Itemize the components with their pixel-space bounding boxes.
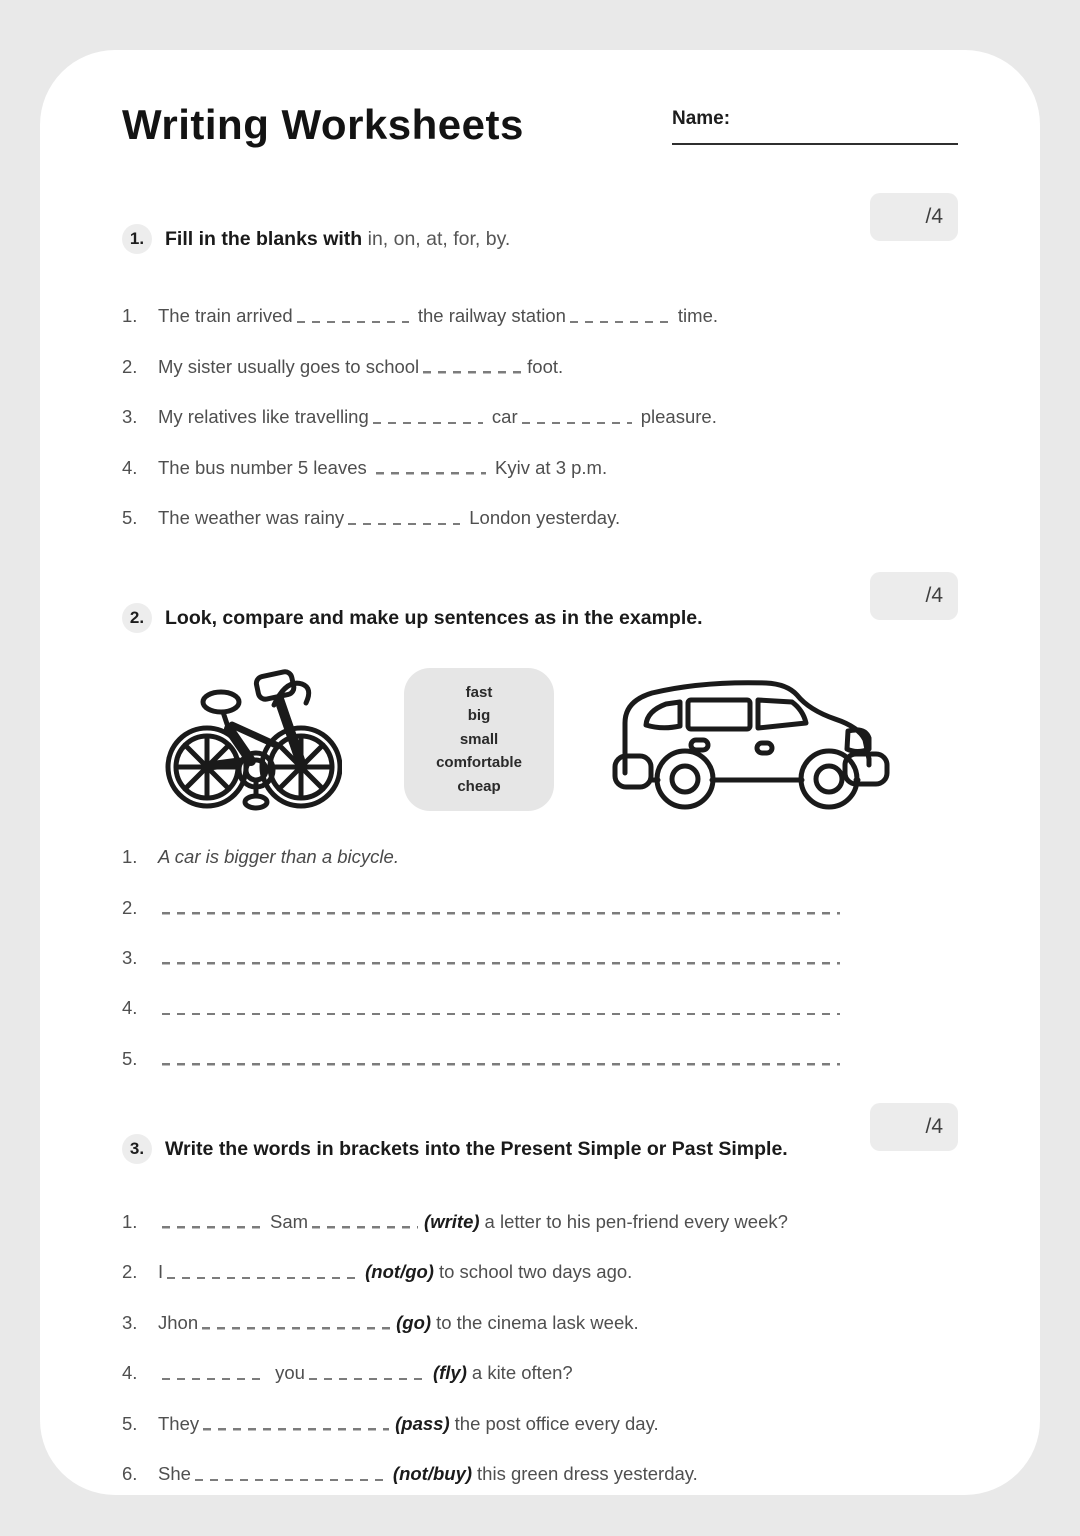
sentence-text: a letter to his pen-friend every week? xyxy=(484,1210,788,1232)
section-title xyxy=(165,1137,788,1161)
item-number: 4. xyxy=(122,997,138,1019)
item-number: 1. xyxy=(122,1210,138,1232)
adjective-word: small xyxy=(459,730,499,748)
item-number: 5. xyxy=(122,1412,138,1434)
item-sentence xyxy=(158,946,958,971)
worksheet-item xyxy=(122,1047,958,1072)
item-sentence xyxy=(158,1210,958,1235)
item-sentence xyxy=(158,456,958,481)
answer-blank[interactable] xyxy=(167,1267,359,1279)
item-number: 6. xyxy=(122,1463,138,1485)
answer-blank[interactable] xyxy=(203,1419,389,1431)
item-sentence xyxy=(158,1462,958,1487)
sentence-text: a kite often? xyxy=(471,1362,573,1384)
adjective-word: cheap xyxy=(457,777,501,795)
section-tenses xyxy=(122,1114,958,1487)
verb-hint: (fly) xyxy=(432,1362,467,1384)
worksheet-item xyxy=(122,896,958,921)
sentence-text: The train arrived xyxy=(158,305,293,327)
worksheet-item xyxy=(122,304,958,329)
sentence-text: Sam xyxy=(270,1210,309,1232)
worksheet-card xyxy=(40,50,1040,1495)
section-number-badge: 3. xyxy=(122,1134,152,1164)
items-list xyxy=(122,304,958,531)
verb-hint: (go) xyxy=(396,1311,432,1333)
section-title xyxy=(165,606,703,630)
comparison-figures xyxy=(122,659,958,819)
answer-blank[interactable] xyxy=(570,311,674,323)
answer-blank[interactable] xyxy=(162,1368,266,1380)
section-fill-blanks xyxy=(122,205,958,531)
sentence-text: car xyxy=(486,406,518,428)
worksheet-item xyxy=(122,1412,958,1437)
item-number: 1. xyxy=(122,846,138,868)
sentence-text: The weather was rainy xyxy=(158,507,345,529)
header xyxy=(122,102,958,148)
worksheet-item xyxy=(122,1462,958,1487)
score-box[interactable]: /4 xyxy=(870,572,958,620)
item-number: 2. xyxy=(122,896,138,918)
section-compare-sentences xyxy=(122,584,958,1072)
section-title xyxy=(165,227,510,251)
section-title-bold: Fill in the blanks with xyxy=(165,228,363,250)
section-number-badge: 1. xyxy=(122,224,152,254)
sentence-text: to school two days ago. xyxy=(438,1261,633,1283)
section-header xyxy=(122,584,958,633)
verb-hint: (pass) xyxy=(395,1412,450,1434)
car-illustration xyxy=(606,661,894,817)
section-header xyxy=(122,205,958,254)
adjective-word: fast xyxy=(465,683,493,701)
worksheet-item xyxy=(122,1361,958,1386)
worksheet-item xyxy=(122,1210,958,1235)
name-input-line[interactable] xyxy=(672,143,958,145)
score-box[interactable]: /4 xyxy=(870,193,958,241)
sentence-text: to the cinema lask week. xyxy=(436,1311,639,1333)
sentence-text: this green dress yesterday. xyxy=(477,1463,698,1485)
answer-blank[interactable] xyxy=(423,362,523,374)
verb-hint: (not/buy) xyxy=(392,1463,473,1485)
item-sentence xyxy=(158,1311,958,1336)
item-sentence xyxy=(158,1412,958,1437)
worksheet-item xyxy=(122,405,958,430)
sentence-text: She xyxy=(158,1463,191,1485)
example-sentence: A car is bigger than a bicycle. xyxy=(158,846,399,868)
section-title-bold: Look, compare and make up sentences as in the example. xyxy=(165,606,703,629)
section-title-bold: Write the words in brackets into the Present Simple or Past Simple. xyxy=(165,1137,788,1160)
verb-hint: (not/go) xyxy=(365,1261,434,1283)
item-number: 3. xyxy=(122,406,138,428)
section-number-badge: 2. xyxy=(122,603,152,633)
item-number: 2. xyxy=(122,355,138,377)
item-number: 5. xyxy=(122,507,138,529)
item-number: 5. xyxy=(122,1047,138,1069)
sentence-text: They xyxy=(158,1412,200,1434)
worksheet-item xyxy=(122,946,958,971)
sentence-text: you xyxy=(270,1362,305,1384)
worksheet-item xyxy=(122,1311,958,1336)
sentence-text: the railway station xyxy=(412,305,566,327)
worksheet-item xyxy=(122,355,958,380)
answer-blank[interactable] xyxy=(312,1217,418,1229)
answer-blank[interactable] xyxy=(202,1318,390,1330)
sentence-text: Jhon xyxy=(158,1311,199,1333)
adjective-word: comfortable xyxy=(436,754,522,772)
worksheet-item xyxy=(122,996,958,1021)
worksheet-item xyxy=(122,1260,958,1285)
sentence-text: foot. xyxy=(527,355,564,377)
name-label: Name: xyxy=(672,108,731,129)
answer-blank[interactable] xyxy=(376,463,486,475)
item-number: 4. xyxy=(122,1362,138,1384)
name-field xyxy=(672,108,958,145)
answer-blank[interactable] xyxy=(162,903,840,915)
answer-blank[interactable] xyxy=(373,412,483,424)
item-sentence xyxy=(158,355,958,380)
item-number: 1. xyxy=(122,305,138,327)
item-sentence xyxy=(158,1260,958,1285)
item-number: 3. xyxy=(122,946,138,968)
sentence-text: Kyiv at 3 p.m. xyxy=(489,456,608,478)
item-number: 2. xyxy=(122,1261,138,1283)
worksheet-item xyxy=(122,506,958,531)
section-title-rest: in, on, at, for, by. xyxy=(362,228,511,250)
item-sentence xyxy=(158,896,958,921)
item-sentence xyxy=(158,506,958,531)
answer-blank[interactable] xyxy=(297,311,409,323)
sentence-text: London yesterday. xyxy=(464,507,621,529)
answer-blank[interactable] xyxy=(162,1054,840,1066)
answer-blank[interactable] xyxy=(162,953,840,965)
item-number: 3. xyxy=(122,1311,138,1333)
answer-blank[interactable] xyxy=(348,513,460,525)
answer-blank[interactable] xyxy=(195,1469,387,1481)
worksheet-item xyxy=(122,456,958,481)
score-box[interactable]: /4 xyxy=(870,1103,958,1151)
item-number: 4. xyxy=(122,456,138,478)
section-header xyxy=(122,1114,958,1164)
answer-blank[interactable] xyxy=(162,1217,266,1229)
item-sentence xyxy=(158,304,958,329)
sentence-text: time. xyxy=(677,305,719,327)
item-sentence xyxy=(158,845,958,870)
verb-hint: (write) xyxy=(424,1210,480,1232)
answer-blank[interactable] xyxy=(162,1003,840,1015)
adjective-word-box xyxy=(404,668,554,811)
item-sentence xyxy=(158,405,958,430)
page-title: Writing Worksheets xyxy=(122,101,524,148)
sentence-text: My sister usually goes to school xyxy=(158,355,420,377)
worksheet-item xyxy=(122,845,958,870)
sentence-text: the post office every day. xyxy=(454,1412,659,1434)
sentence-text: pleasure. xyxy=(635,406,717,428)
answer-blank[interactable] xyxy=(309,1368,427,1380)
items-list xyxy=(122,1210,958,1487)
item-sentence xyxy=(158,1361,958,1386)
items-list xyxy=(122,845,958,1072)
sentence-text: The bus number 5 leaves xyxy=(158,456,372,478)
bicycle-illustration xyxy=(160,663,342,815)
answer-blank[interactable] xyxy=(522,412,632,424)
item-sentence xyxy=(158,1047,958,1072)
adjective-word: big xyxy=(467,707,491,725)
sentence-text: I xyxy=(158,1261,164,1283)
sentence-text: My relatives like travelling xyxy=(158,406,369,428)
item-sentence xyxy=(158,996,958,1021)
